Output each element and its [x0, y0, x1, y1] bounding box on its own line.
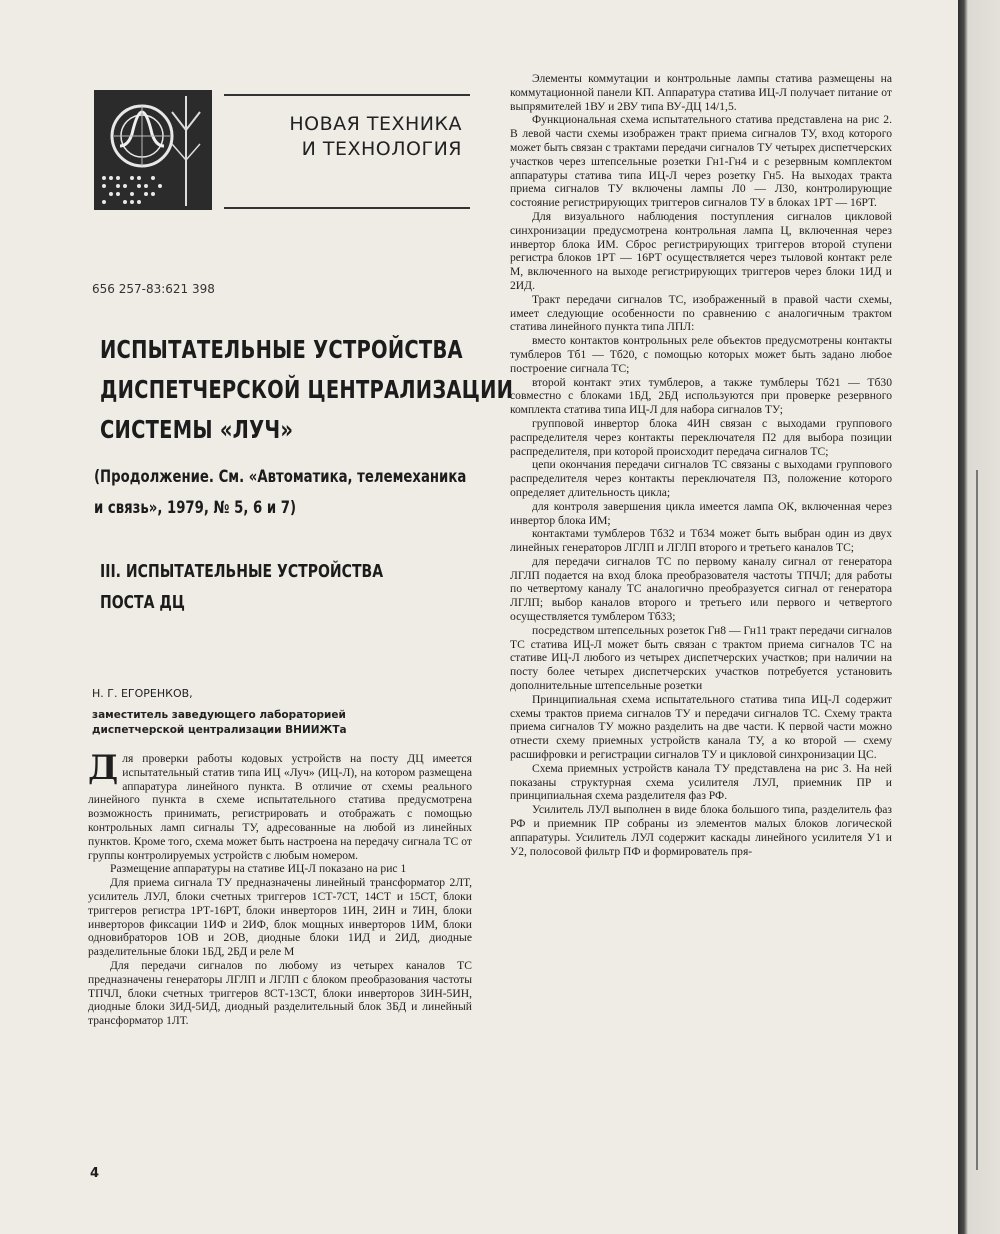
article-title-line: СИСТЕМЫ «ЛУЧ»	[100, 415, 294, 444]
paragraph: Размещение аппаратуры на стативе ИЦ-Л показано на рис 1	[110, 862, 407, 876]
paragraph: Тракт передачи сигналов ТС, изображенный в правой части схемы, имеет следующие особенности по сравнению с аналогичным трактом статива линейного пункта типа ЛПЛ:	[510, 292, 892, 334]
continuation-note	[94, 462, 467, 524]
article-title-line: ДИСПЕТЧЕРСКОЙ ЦЕНТРАЛИЗАЦИИ	[100, 375, 514, 404]
paragraph-text: ля проверки работы кодовых устройств на посту ДЦ имеется испытательный статив типа ИЦ «Луч» (ИЦ-Л), на котором размещена аппаратура линейного пункта. В отличие от схемы реального линейного пункта в схеме испытательного статива предусмотрена возможность принимать, регистрировать и отображать с помощью контрольных ламп сигналы ТУ, адресованные на любой из линейных пунктов. Кроме того, схема может быть настроена на передачу сигнала ТС от группы контролируемых устройств с любым номером.	[88, 752, 472, 862]
page-number: 4	[90, 1166, 100, 1181]
section-logo-icon	[94, 90, 212, 210]
section-title-line: И ТЕХНОЛОГИЯ	[301, 138, 462, 160]
paragraph: Для приема сигнала ТУ предназначены линейный трансформатор 2ЛТ, усилитель ЛУЛ, блоки счетных триггеров 1СТ-7СТ, 14СТ и 15СТ, блоки триггеров регистра 1РТ-16РТ, блоки инверторов 1ИН, 2ИН и 7ИН, блоки инверторов фиксации 1ИФ и 2ИФ, блок мощных инверторов 1ИМ, блоки одновибраторов 1ОВ и 2ОВ, диодные блоки 1ИД и 2ИД, диодные разделительные блоки 1БД, 2БД и реле М	[88, 876, 472, 959]
paragraph: Принципиальная схема испытательного статива типа ИЦ-Л содержит схемы трактов приема сигналов ТУ и передачи сигналов ТС. Схему тракта приема сигналов ТУ можно разделить на две части. К первой части можно отнести схему приемных устройств канала ТУ, а ко второй — схему расшифровки и регистрации сигналов ТУ и цикловой синхронизации ЦС.	[510, 692, 892, 762]
section-heading-line: III. ИСПЫТАТЕЛЬНЫЕ УСТРОЙСТВА	[100, 561, 384, 582]
author-position-line: диспетчерской централизации ВНИИЖТа	[92, 724, 347, 736]
section-heading	[100, 556, 412, 618]
paragraph: второй контакт этих тумблеров, а также тумблеры Тб21 — Тб30 совместно с блоками 1БД, 2БД используются при проверке резервного комплекта статива типа ИЦ-Л для набора сигналов ТУ;	[510, 375, 892, 417]
section-title-line: НОВАЯ ТЕХНИКА	[289, 113, 462, 135]
paragraph: вместо контактов контрольных реле объектов предусмотрены контакты тумблеров Тб1 — Тб20, с помощью которых может быть задано любое построение сигнала ТС;	[510, 334, 892, 375]
paragraph: контактами тумблеров Тб32 и Тб34 может быть выбран один из двух линейных генераторов ЛГЛП и ЛГЛП второго и третьего каналов ТС;	[510, 527, 892, 555]
binding-edge	[958, 0, 1000, 1234]
paragraph: цепи окончания передачи сигналов ТС связаны с выходами группового распределителя через контакты переключателя П3, положение которого определяет длительность цикла;	[510, 458, 892, 499]
paragraph: Схема приемных устройств канала ТУ представлена на рис 3. На ней показаны структурная схема усилителя ЛУЛ, приемник ПР и принципиальная схема разделителя фаз РФ.	[510, 761, 892, 803]
author-position	[92, 708, 347, 738]
journal-section-title	[240, 112, 462, 162]
right-column	[510, 72, 892, 858]
next-page-edge	[976, 470, 978, 1170]
paragraph: Для передачи сигналов по любому из четырех каналов ТС предназначены генераторы ЛГЛП и ЛГЛП с блоком преобразования частоты ТПЧЛ, блоки счетных триггеров 8СТ-13СТ, блоки инверторов 3ИН-5ИН, диодные блоки 3ИД-5ИД, диодный разделительный блок 3БД и линейный трансформатор 1ЛТ.	[88, 958, 472, 1028]
paragraph: для передачи сигналов ТС по первому каналу сигнал от генератора ЛГЛП подается на вход блока преобразователя частоты ТПЧЛ; для работы по четвертому каналу ТС аналогично преобразуется сигнал от генератора ЛГЛП; выбор каналов второго и третьего или первого и четвертого осуществляется тумблером Тб33;	[510, 554, 892, 624]
dropcap: Д	[88, 748, 119, 788]
article-title	[100, 330, 514, 450]
left-column	[88, 748, 472, 1028]
article-title-line: ИСПЫТАТЕЛЬНЫЕ УСТРОЙСТВА	[100, 335, 463, 364]
section-heading-line: ПОСТА ДЦ	[100, 592, 185, 613]
paragraph: групповой инвертор блока 4ИН связан с выходами группового распределителя через контакты переключателя П2 для выбора позиции распределителя, при которой происходит передача сигналов ТС;	[510, 416, 892, 458]
paragraph: Функциональная схема испытательного статива представлена на рис 2. В левой части схемы изображен тракт приема сигналов ТУ, вход которого может быть связан с трактами передачи сигналов ТУ четырех диспетчерских участков через штепсельные розетки Гн1-Гн4 и с резервным комплектом аппаратуры статива типа ИЦ-Л через розетку Гн5. На выходах тракта приема сигналов ТУ включены лампы Л0 — Л30, контролирующие состояние регистрирующих триггеров сигналов ТУ в блоках 1РТ — 16РТ.	[510, 113, 892, 210]
author-position-line: заместитель заведующего лабораторией	[92, 709, 346, 721]
udc-code: 656 257-83:621 398	[92, 282, 215, 296]
author-name: Н. Г. ЕГОРЕНКОВ,	[92, 687, 193, 700]
continuation-line: (Продолжение. См. «Автоматика, телемеханика	[94, 467, 467, 487]
paragraph: для контроля завершения цикла имеется лампа ОК, включенная через инвертор блока ИМ;	[510, 499, 892, 527]
header-rule-bottom	[224, 207, 470, 209]
paragraph: Для визуального наблюдения поступления сигналов цикловой синхронизации предусмотрена контрольная лампа Ц, включенная через инвертор блока ИМ. Сброс регистрирующих триггеров второй ступени регистра блоков 1РТ — 16РТ осуществляется через тыловой контакт реле М, включенного на выходе регистрирующих триггеров через блоки 1ИД и 2ИД.	[510, 209, 892, 292]
paragraph	[88, 748, 472, 862]
paragraph: Элементы коммутации и контрольные лампы статива размещены на коммутационной панели КП. Аппаратура статива ИЦ-Л получает питание от выпрямителей 1ВУ и 2ВУ типа ВУ-ДЦ 14/1,5.	[510, 72, 892, 113]
paragraph: Усилитель ЛУЛ выполнен в виде блока большого типа, разделитель фаз РФ и приемник ПР собраны из элементов малых блоков логической аппаратуры. Усилитель ЛУЛ содержит каскады линейного усилителя У1 и У2, полосовой фильтр ПФ и формирователь пря-	[510, 803, 892, 858]
paragraph: посредством штепсельных розеток Гн8 — Гн11 тракт передачи сигналов ТС статива ИЦ-Л может быть связан с трактом приема сигналов ТС на стативе ИЦ-Л любого из четырех диспетчерских участков; при наличии на посту более четырех диспетчерских участков потребуется установить дополнительные штепсельные розетки	[510, 623, 892, 693]
continuation-line: и связь», 1979, № 5, 6 и 7)	[94, 498, 297, 518]
header-rule-top	[224, 94, 470, 96]
